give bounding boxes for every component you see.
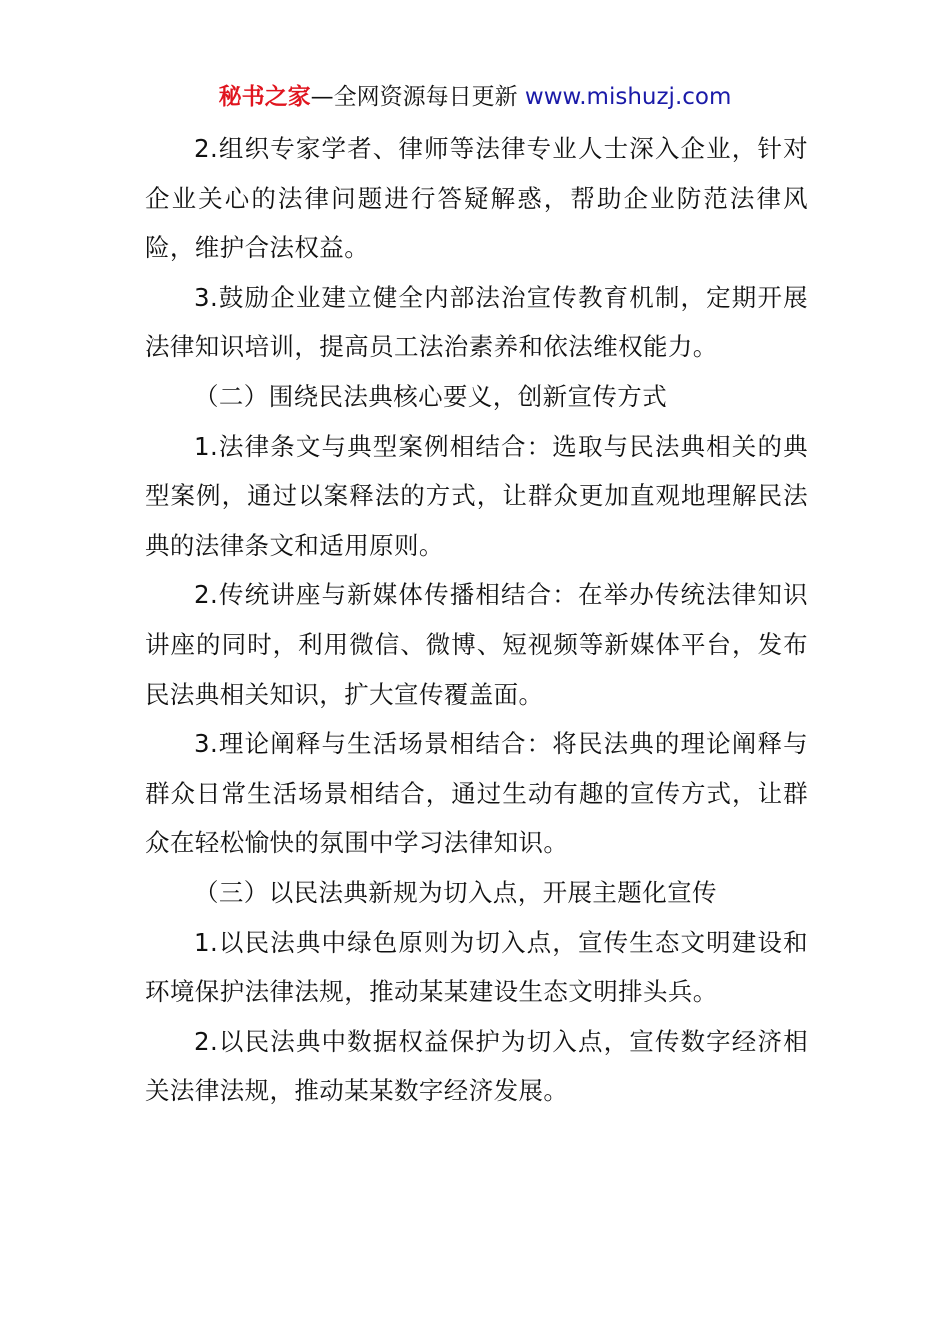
paragraph-item-2: 2.以民法典中数据权益保护为切入点，宣传数字经济相关法律法规，推动某某数字经济发展。 [145,1026,808,1106]
page-header [0,80,950,114]
paragraph-item-3: 3.理论阐释与生活场景相结合：将民法典的理论阐释与群众日常生活场景相结合，通过生动有趣的宣传方式，让群众在轻松愉快的氛围中学习法律知识。 [145,729,808,858]
paragraph-item-2: 2.组织专家学者、律师等法律专业人士深入企业，针对企业关心的法律问题进行答疑解惑，帮助企业防范法律风险，维护合法权益。 [145,134,808,263]
site-url-link[interactable]: www.mishuzj.com [524,84,732,110]
section-heading-2: （二）围绕民法典核心要义，创新宣传方式 [194,381,668,411]
site-tagline: —全网资源每日更新 [310,84,525,110]
paragraph-item-1: 1.以民法典中绿色原则为切入点，宣传生态文明建设和环境保护法律法规，推动某某建设生态文明排头兵。 [145,927,808,1007]
paragraph-item-1: 1.法律条文与典型案例相结合：选取与民法典相关的典型案例，通过以案释法的方式，让群众更加直观地理解民法典的法律条文和适用原则。 [145,431,808,560]
document-body [145,124,808,1116]
section-heading-3: （三）以民法典新规为切入点，开展主题化宣传 [194,877,717,907]
paragraph-item-2: 2.传统讲座与新媒体传播相结合：在举办传统法律知识讲座的同时，利用微信、微博、短视频等新媒体平台，发布民法典相关知识，扩大宣传覆盖面。 [145,580,808,709]
site-brand: 秘书之家 [218,84,311,110]
paragraph-item-3: 3.鼓励企业建立健全内部法治宣传教育机制，定期开展法律知识培训，提高员工法治素养和依法维权能力。 [145,282,808,362]
